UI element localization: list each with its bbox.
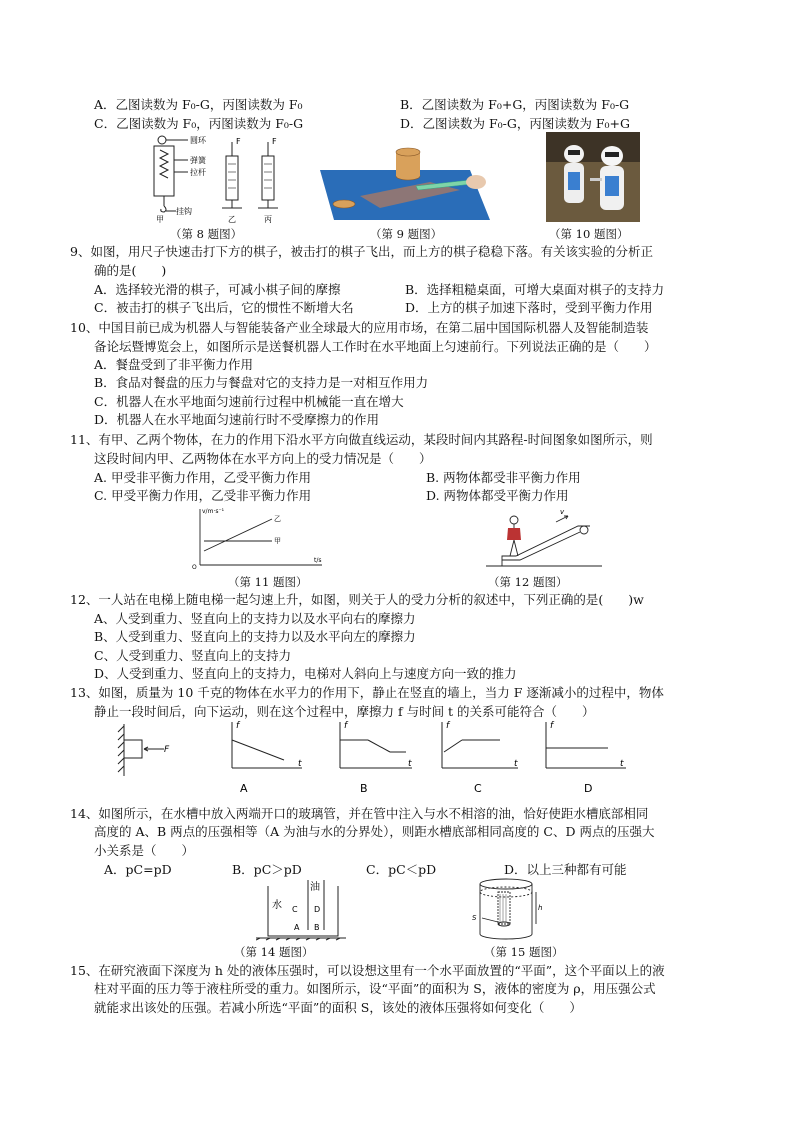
- fig14-water: 水: [272, 900, 282, 911]
- q13-label-b: B: [360, 782, 368, 795]
- fig11-ylabel: v/m·s⁻¹: [202, 508, 225, 515]
- q8-option-b: B．乙图读数为 F₀+G，丙图读数为 F₀-G: [400, 97, 630, 112]
- q13-a-t: t: [298, 759, 302, 769]
- q12-stem: 12、一人站在电梯上随电梯一起匀速上升，如图，则关于人的受力分析的叙述中，下列正确的是( )w: [70, 592, 644, 607]
- q11-option-b: B. 两物体都受非平衡力作用: [426, 470, 581, 485]
- q14-stem-2: 高度的 A、B 两点的压强相等（A 为油与水的分界处），则距水槽底部相同高度的 C、D 两点的压强大: [94, 824, 655, 839]
- fig14-d: D: [314, 905, 321, 914]
- fig11-line-jia: 甲: [274, 537, 281, 545]
- q13-c-f: f: [446, 721, 450, 731]
- q13-d-t: t: [620, 759, 624, 769]
- q11-option-d: D. 两物体都受平衡力作用: [426, 488, 569, 503]
- q10-option-b: B．食品对餐盘的压力与餐盘对它的支持力是一对相互作用力: [94, 375, 429, 390]
- q14-stem-3: 小关系是（ ）: [94, 843, 195, 858]
- q13-label-a: A: [240, 782, 248, 795]
- q14-option-c: C．pC＜pD: [366, 862, 437, 877]
- fig14-c: C: [292, 905, 298, 914]
- q8-option-a: A．乙图读数为 F₀-G，丙图读数为 F₀: [94, 97, 303, 112]
- q8-option-d: D．乙图读数为 F₀-G，丙图读数为 F₀+G: [400, 116, 631, 131]
- fig14-a: A: [294, 923, 300, 932]
- fig8-spring-scales: [148, 134, 288, 224]
- q13-c-t: t: [514, 759, 518, 769]
- fig10-caption: （第 10 题图）: [549, 227, 629, 241]
- fig15-h: h: [538, 904, 543, 912]
- q11-option-a: A. 甲受非平衡力作用，乙受平衡力作用: [94, 470, 311, 485]
- fig9-caption: （第 9 题图）: [370, 227, 443, 241]
- label-spring: 弹簧: [190, 156, 206, 165]
- fig11-caption: （第 11 题图）: [228, 575, 308, 589]
- fig14-oil: 油: [310, 882, 320, 893]
- q8-option-c: C．乙图读数为 F₀，丙图读数为 F₀-G: [94, 116, 304, 131]
- q14-option-a: A．pC=pD: [104, 862, 172, 877]
- q13-stem-1: 13、如图，质量为 10 千克的物体在水平力的作用下，静止在竖直的墙上，当力 F 逐渐减小的过程中，物体: [70, 685, 664, 700]
- q9-option-c: C．被击打的棋子飞出后，它的惯性不断增大名: [94, 300, 354, 315]
- q14-option-d: D．以上三种都有可能: [504, 862, 627, 877]
- fig9-chess-photo: [320, 146, 490, 222]
- fig15-caption: （第 15 题图）: [484, 945, 564, 959]
- q11-option-c: C. 甲受平衡力作用，乙受非平衡力作用: [94, 488, 312, 503]
- force-f-yi: F: [236, 137, 241, 146]
- q9-stem-2: 确的是( ): [94, 263, 167, 278]
- q14-option-b: B．pC＞pD: [232, 862, 302, 877]
- label-yi: 乙: [228, 215, 236, 224]
- fig12-v: v: [560, 508, 565, 516]
- fig12-caption: （第 12 题图）: [488, 575, 568, 589]
- q14-stem-1: 14、如图所示，在水槽中放入两端开口的玻璃管，并在管中注入与水不相溶的油，恰好使距水槽底部相同: [70, 806, 649, 821]
- q13-b-t: t: [408, 759, 412, 769]
- fig10-robot-photo: [546, 132, 640, 222]
- q12-option-b: B、人受到重力、竖直向上的支持力以及水平向左的摩擦力: [94, 629, 416, 644]
- fig11-xlabel: t/s: [314, 557, 322, 564]
- q13-label-d: D: [584, 782, 593, 795]
- q9-option-a: A．选择较光滑的棋子，可减小棋子间的摩擦: [94, 282, 341, 297]
- q10-option-c: C．机器人在水平地面匀速前行过程中机械能一直在增大: [94, 394, 404, 409]
- q13-stem-2: 静止一段时间后，向下运动，则在这个过程中，摩擦力 f 与时间 t 的关系可能符合（ ）: [94, 704, 595, 719]
- q9-option-d: D．上方的棋子加速下落时，受到平衡力作用: [405, 300, 653, 315]
- q11-stem-1: 11、有甲、乙两个物体，在力的作用下沿水平方向做直线运动，某段时间内其路程-时间图象如图所示，则: [70, 432, 653, 447]
- q13-label-c: C: [474, 782, 482, 795]
- q11-stem-2: 这段时间内甲、乙两物体在水平方向上的受力情况是（ ）: [94, 451, 432, 466]
- fig15-cylinder: [470, 876, 550, 942]
- fig12-escalator: [486, 506, 602, 572]
- fig14-tank: [256, 878, 346, 942]
- q12-option-a: A、人受到重力、竖直向上的支持力以及水平向右的摩擦力: [94, 611, 416, 626]
- q12-option-d: D、人受到重力、竖直向上的支持力，电梯对人斜向上与速度方向一致的推力: [94, 666, 517, 681]
- fig8-caption: （第 8 题图）: [170, 227, 243, 241]
- label-rod: 拉杆: [190, 168, 206, 177]
- label-bing: 丙: [264, 215, 272, 224]
- fig11-line-yi: 乙: [274, 515, 281, 523]
- q15-line-1: 15、在研究液面下深度为 h 处的液体压强时，可以设想这里有一个水平面放置的“平面”，这个平面以上的液: [70, 963, 665, 978]
- fig11-origin: O: [192, 564, 197, 571]
- q15-line-3: 就能求出该处的压强。若减小所选“平面”的面积 S，该处的液体压强将如何变化（ ）: [94, 1000, 582, 1015]
- q13-force-f: F: [164, 745, 170, 755]
- q15-line-2: 柱对平面的压力等于液柱所受的重力。如图所示，设“平面”的面积为 S，液体的密度为 ρ，用压强公式: [94, 981, 656, 996]
- fig14-caption: （第 14 题图）: [234, 945, 314, 959]
- q9-stem-1: 9、如图，用尺子快速击打下方的棋子，被击打的棋子飞出，而上方的棋子稳稳下落。有关该实验的分析正: [70, 244, 653, 259]
- label-jia: 甲: [156, 215, 164, 224]
- q12-option-c: C、人受到重力、竖直向上的支持力: [94, 648, 292, 663]
- fig14-b: B: [314, 923, 320, 932]
- q13-d-f: f: [550, 721, 554, 731]
- q13-figures: [112, 718, 632, 796]
- q10-option-a: A．餐盘受到了非平衡力作用: [94, 357, 254, 372]
- label-hook: 挂钩: [176, 207, 192, 216]
- q13-b-f: f: [344, 721, 348, 731]
- force-f-bing: F: [272, 137, 277, 146]
- q10-stem-1: 10、中国目前已成为机器人与智能装备产业全球最大的应用市场，在第二届中国国际机器人及智能制造装: [70, 320, 649, 335]
- q10-option-d: D．机器人在水平地面匀速前行时不受摩擦力的作用: [94, 412, 380, 427]
- q9-option-b: B．选择粗糙桌面，可增大桌面对棋子的支持力: [405, 282, 665, 297]
- fig11-vt-graph: [190, 505, 330, 571]
- fig15-s: S: [472, 914, 477, 922]
- q10-stem-2: 备论坛暨博览会上，如图所示是送餐机器人工作时在水平地面上匀速前行。下列说法正确的是（ ）: [94, 339, 657, 354]
- q13-a-f: f: [236, 721, 240, 731]
- label-ring: 圆环: [190, 136, 206, 145]
